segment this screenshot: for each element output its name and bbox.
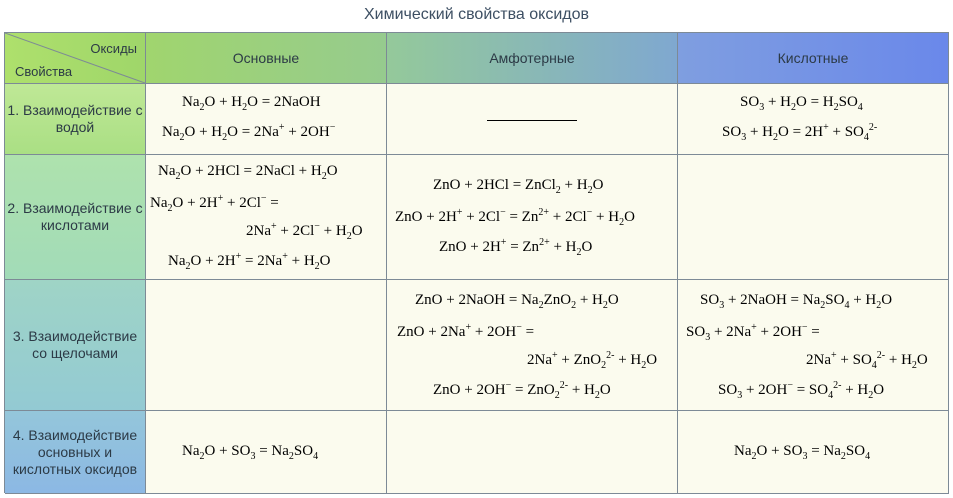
equation: $SO_3$ + 2NaOH = $Na_2SO_4 + H_2O$ xyxy=(700,292,893,311)
cell-basic-alkalis xyxy=(146,280,387,411)
cell-acidic-alkalis xyxy=(678,280,949,411)
equation: $Na_2O + SO_3 = Na_2SO_4$ xyxy=(182,443,319,462)
equation: $Na_2O + 2H^+ = 2Na^+ + H_2O$ xyxy=(168,251,331,272)
cell-acidic-oxides xyxy=(678,411,949,494)
column-header-amphoteric xyxy=(387,33,678,84)
corner-label-oxides: Оксиды xyxy=(90,41,137,56)
equation: $SO_3 + 2Na^+ + 2OH^-$ = xyxy=(686,322,820,343)
equation: ZnO + $2H^+ + 2Cl^- = Zn^{2+} + 2Cl^- + H_2O$ xyxy=(395,207,635,228)
equation: ZnO + 2Na+ + 2OH− = xyxy=(397,322,535,340)
equation: ZnO + 2HCl = ZnCl$_2$ + $H_2O$ xyxy=(433,177,604,196)
equation: ZnO + $2H^+ = Zn^{2+} + H_2O$ xyxy=(439,237,593,258)
equation: $Na_2O + 2HCl$ = 2NaCl + $H_2O$ xyxy=(158,163,338,182)
equation: $2Na^+ + ZnO_2^{2-} + H_2O$ xyxy=(527,350,658,371)
equation: $SO_3 + H_2O = H_2SO_4$ xyxy=(740,94,863,113)
equation: $Na_2O + H_2O = 2Na^+ + 2OH^-$ xyxy=(162,122,336,143)
equation: $Na_2O + SO_3 = Na_2SO_4$ xyxy=(734,443,871,462)
row-header-label: 1. Взаимодействие с водой xyxy=(7,102,143,135)
cell-basic-acids xyxy=(146,155,387,280)
equation: $2Na^+ + 2Cl^- + H_2O$ xyxy=(246,221,363,242)
column-header-basic xyxy=(146,33,387,84)
cell-amphoteric-acids xyxy=(387,155,678,280)
cell-basic-water xyxy=(146,84,387,155)
row-header-label: 2. Взаимодействие с кислотами xyxy=(7,200,143,233)
no-reaction-dash xyxy=(487,120,577,121)
page-title: Химический свойства оксидов xyxy=(364,6,589,23)
row-header-label: 4. Взаимодействие основных и кислотных оксидов xyxy=(12,426,138,477)
equation: $Na_2O + H_2O$ = 2NaOH xyxy=(182,94,321,113)
column-header-label: Амфотерные xyxy=(489,50,575,66)
cell-amphoteric-water xyxy=(387,84,678,155)
cell-amphoteric-oxides xyxy=(387,411,678,494)
equation: $Na_2O + 2H^+ + 2Cl^-$ = xyxy=(150,193,279,214)
equation: ZnO + $2OH^- = ZnO_2^{2-} + H_2O$ xyxy=(433,380,611,401)
cell-acidic-water xyxy=(678,84,949,155)
corner-header-cell xyxy=(5,33,146,84)
row-header-acids xyxy=(5,155,146,280)
oxides-table xyxy=(4,32,949,493)
equation: ZnO + 2NaOH = $Na_2ZnO_2 + H_2O$ xyxy=(415,292,619,311)
cell-amphoteric-alkalis xyxy=(387,280,678,411)
row-header-label: 3. Взаимодействие со щелочами xyxy=(12,328,138,361)
column-header-label: Кислотные xyxy=(777,50,849,66)
equation: $SO_3 + 2OH^- = SO_4^{2-} + H_2O$ xyxy=(718,380,885,401)
corner-label-properties: Свойства xyxy=(15,64,73,79)
row-header-water xyxy=(5,84,146,155)
cell-acidic-acids xyxy=(678,155,949,280)
equation: $2Na^+ + SO_4^{2-} + H_2O$ xyxy=(806,350,928,371)
column-header-acidic xyxy=(678,33,949,84)
cell-basic-oxides xyxy=(146,411,387,494)
row-header-alkalis xyxy=(5,280,146,411)
equation: $SO_3 + H_2O = 2H^+ + SO_4^{2-}$ xyxy=(722,122,878,143)
column-header-label: Основные xyxy=(232,50,300,66)
row-header-oxides xyxy=(5,411,146,494)
